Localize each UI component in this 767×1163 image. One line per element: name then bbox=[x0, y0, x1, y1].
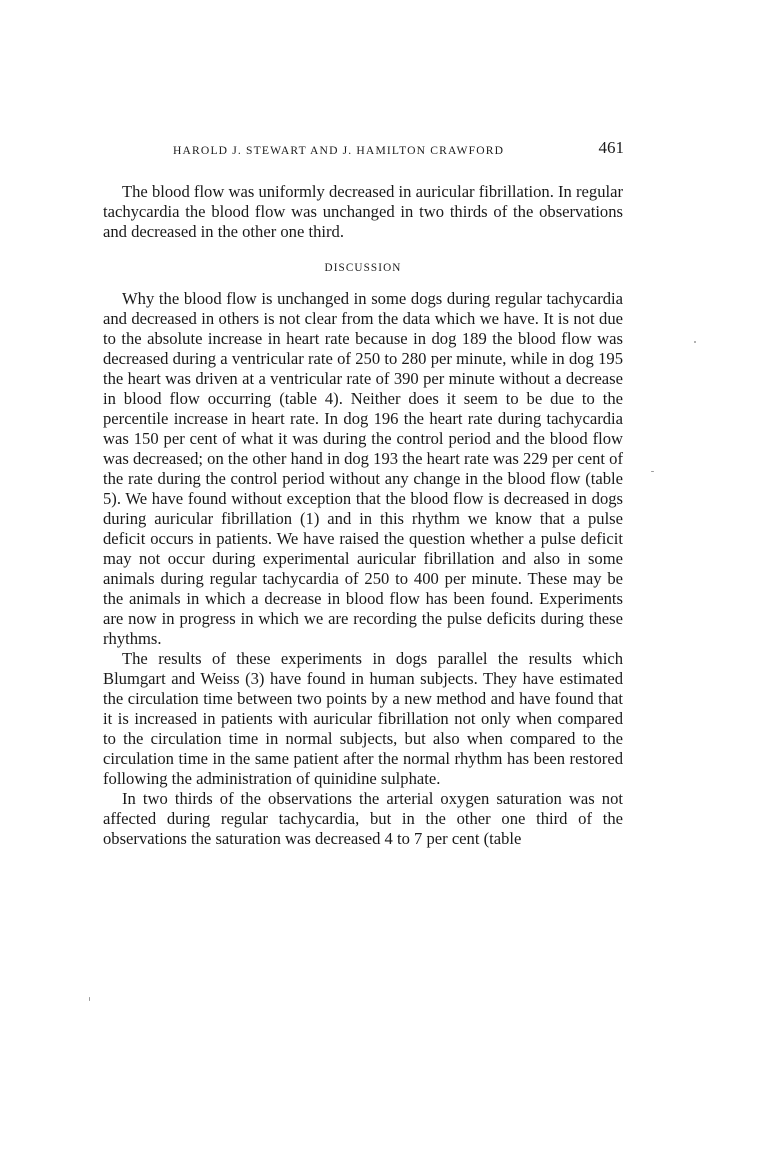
running-title: HAROLD J. STEWART AND J. HAMILTON CRAWFORD bbox=[173, 144, 505, 157]
body-paragraph-4: In two thirds of the observations the arterial oxygen saturation was not affected during regular tachycardia, but in the other one third of the observations the saturation was decreased 4 to 7 per cent (table bbox=[103, 789, 623, 848]
book-page bbox=[103, 138, 623, 849]
body-paragraph-3: The results of these experiments in dogs parallel the results which Blumgart and Weiss (3) have found in human subjects. They have estimated the circulation time between two points by a new method and have found that it is increased in patients with auricular fibrillation not only when compared to the circulation time in normal subjects, but also when compared to the circulation time in the same patient after the normal rhythm has been restored following the administration of quinidine sulphate. bbox=[103, 649, 623, 788]
body-paragraph-1: The blood flow was uniformly decreased in auricular fibrillation. In regular tachycardia the blood flow was unchanged in two thirds of the observations and decreased in the other one third. bbox=[103, 182, 623, 241]
scan-speck bbox=[89, 997, 90, 1001]
page-number: 461 bbox=[598, 138, 624, 157]
running-head bbox=[103, 138, 623, 162]
scan-speck bbox=[694, 341, 696, 343]
section-heading: DISCUSSION bbox=[324, 262, 402, 274]
scan-speck bbox=[651, 471, 654, 472]
body-paragraph-2: Why the blood flow is unchanged in some dogs during regular tachycardia and decreased in others is not clear from the data which we have. It is not due to the absolute increase in heart rate because in dog 189 the blood flow was decreased during a ventricular rate of 250 to 280 per minute, while in dog 195 the heart was driven at a ventricular rate of 390 per minute without a decrease in blood flow occurring (table 4). Neither does it seem to be due to the percentile increase in heart rate. In dog 196 the heart rate during tachycardia was 150 per cent of what it was during the control period and the blood flow was decreased; on the other hand in dog 193 the heart rate was 229 per cent of the rate during the control period without any change in the blood flow (table 5). We have found without exception that the blood flow is decreased in dogs during auricular fibrillation (1) and in this rhythm we know that a pulse deficit occurs in patients. We have raised the question whether a pulse deficit may not occur during experimental auricular fibrillation and also in some animals during regular tachycardia of 250 to 400 per minute. These may be the animals in which a decrease in blood flow has been found. Experiments are now in progress in which we are recording the pulse deficits during these rhythms. bbox=[103, 289, 623, 648]
